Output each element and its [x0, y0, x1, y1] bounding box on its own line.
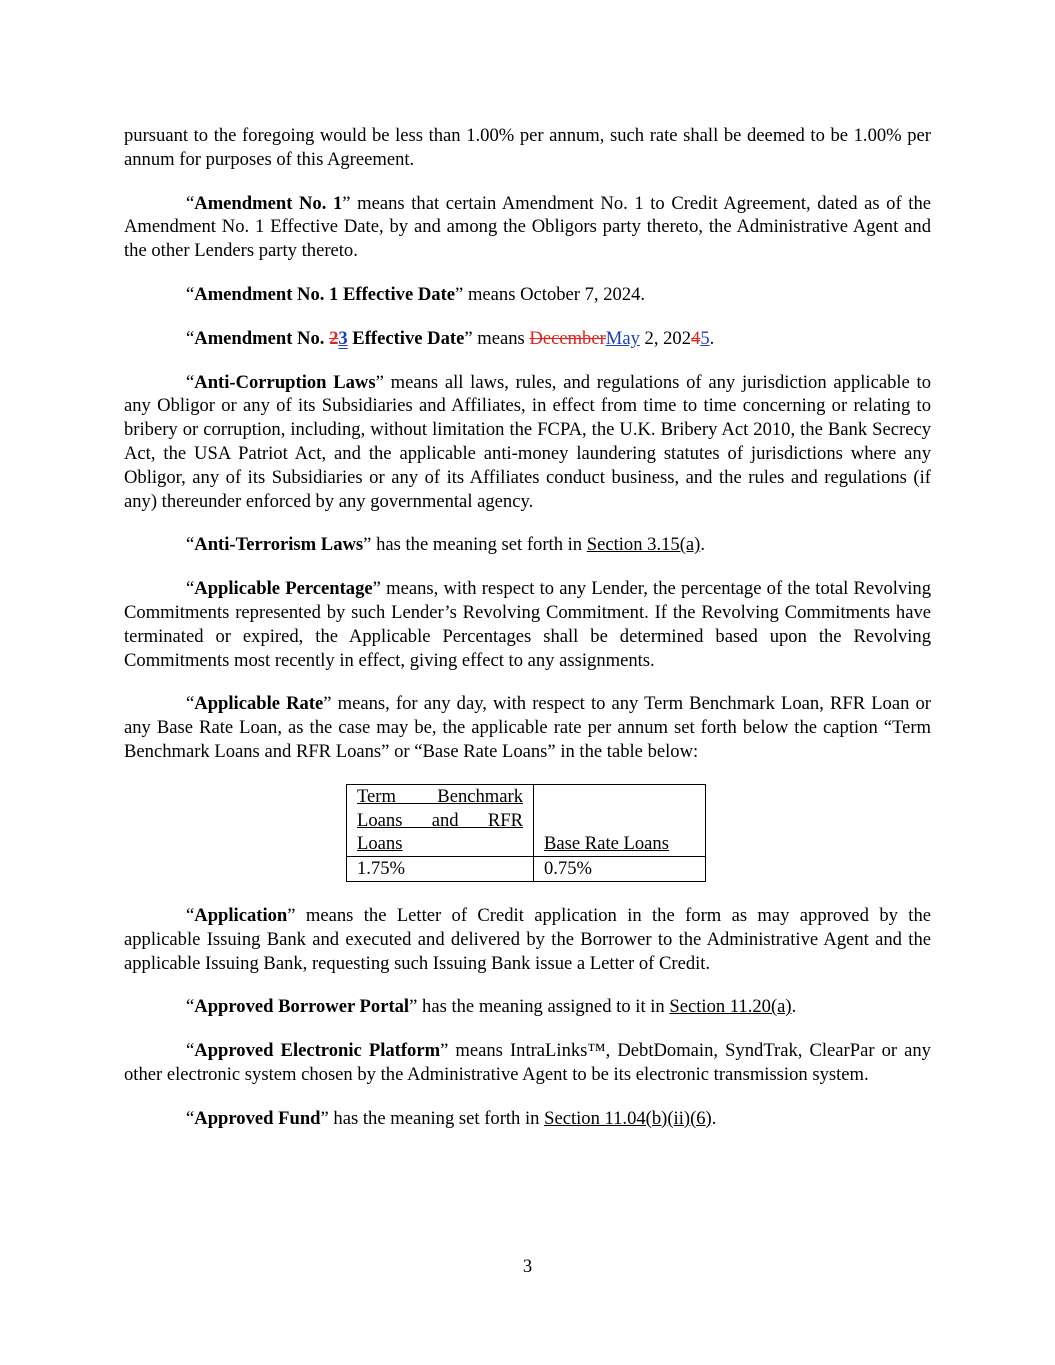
definition-approved-borrower-portal: [124, 995, 931, 1019]
section-reference-link[interactable]: Section 3.15(a): [586, 534, 701, 556]
definition-text: means, with respect to any Lender, the percentage of the total Revolving Commitments represented by such Lender’s Revolving Commitment. If the Revolving Commitments have terminated or expired, the Applicable Percentages shall be determined based upon the Revolving Commitments most recently in effect, giving effect to any assignments.: [124, 578, 932, 671]
close-quote: ”: [409, 996, 418, 1018]
cell-term-rfr-rate: 1.75%: [347, 857, 534, 882]
definition-amendment-no-3-effective-date: [124, 327, 931, 351]
definition-amendment-no-1-effective-date: [124, 283, 931, 307]
open-quote: “: [186, 283, 195, 305]
definition-text: means, for any day, with respect to any Term Benchmark Loan, RFR Loan or any Base Rate Loan, as the case may be, the applicable rate per annum set forth below the caption “Term Benchmark Loans and RFR Loans” or “Base Rate Loans” in the table below:: [124, 693, 931, 762]
term-part: Amendment No.: [194, 327, 330, 349]
definition-text: .: [711, 1107, 717, 1129]
defined-term: Anti-Terrorism Laws: [194, 534, 364, 556]
defined-term: Approved Electronic Platform: [194, 1040, 441, 1062]
defined-term: Applicable Percentage: [194, 578, 373, 600]
definition-text: means IntraLinks™, DebtDomain, SyndTrak, ClearPar or any other electronic system chosen by the Administrative Agent to be its electronic transmission system.: [124, 1040, 931, 1085]
open-quote: “: [186, 693, 195, 715]
header-line: Loans and RFR: [357, 809, 523, 831]
definition-text: means October 7, 2024.: [463, 283, 646, 305]
open-quote: “: [186, 578, 195, 600]
inserted-text: May: [605, 327, 640, 349]
paragraph-continuation: [124, 124, 931, 172]
definition-approved-fund: [124, 1107, 931, 1131]
cell-base-rate: 0.75%: [534, 857, 706, 882]
header-term-benchmark-rfr: [347, 784, 534, 856]
document-page: [124, 124, 931, 1151]
definition-text: has the meaning set forth in: [371, 534, 587, 556]
header-line: Loans: [357, 833, 403, 855]
applicable-rate-table: [346, 784, 706, 882]
close-quote: ”: [372, 578, 381, 600]
close-quote: ”: [363, 534, 372, 556]
definition-text: .: [709, 327, 715, 349]
header-base-rate: [534, 784, 706, 856]
definition-text: means that certain Amendment No. 1 to Credit Agreement, dated as of the Amendment No. 1 Effective Date, by and among the Obligors party thereto, the Administrative Agent and the other Lenders party thereto.: [124, 192, 931, 262]
open-quote: “: [186, 371, 195, 393]
deleted-text: 2: [329, 327, 339, 349]
definition-applicable-percentage: [124, 577, 931, 672]
open-quote: “: [186, 1040, 195, 1062]
open-quote: “: [186, 327, 195, 349]
close-quote: ”: [440, 1040, 449, 1062]
close-quote: ”: [287, 904, 296, 926]
inserted-text: 3: [338, 327, 348, 349]
deleted-text: December: [529, 327, 606, 349]
table-row: [347, 857, 706, 882]
definition-text: 2, 202: [639, 327, 692, 349]
defined-term: Applicable Rate: [194, 693, 324, 715]
defined-term: Approved Fund: [194, 1107, 321, 1129]
close-quote: ”: [375, 371, 384, 393]
section-reference-link[interactable]: Section 11.04(b)(ii)(6): [544, 1107, 712, 1129]
definition-application: [124, 904, 931, 975]
header-line: Term Benchmark: [357, 785, 523, 807]
definition-text: has the meaning assigned to it in: [417, 996, 670, 1018]
defined-term: [194, 328, 464, 349]
continuation-text: pursuant to the foregoing would be less than 1.00% per annum, such rate shall be deemed to be 1.00% per annum for purposes of this Agreement.: [124, 125, 931, 170]
open-quote: “: [186, 996, 195, 1018]
definition-text: means: [472, 327, 530, 349]
close-quote: ”: [320, 1107, 329, 1129]
defined-term: Amendment No. 1: [194, 192, 343, 214]
definition-approved-electronic-platform: [124, 1039, 931, 1087]
definition-applicable-rate: [124, 692, 931, 763]
page-number: 3: [522, 1256, 533, 1277]
defined-term: Amendment No. 1 Effective Date: [194, 283, 456, 305]
deleted-text: 4: [691, 327, 701, 349]
close-quote: ”: [455, 283, 464, 305]
definition-anti-terrorism-laws: [124, 533, 931, 557]
definition-text: has the meaning set forth in: [328, 1107, 545, 1129]
defined-term: Anti-Corruption Laws: [194, 371, 376, 393]
table-header-row: [347, 784, 706, 856]
close-quote: ”: [464, 327, 473, 349]
open-quote: “: [186, 904, 195, 926]
close-quote: ”: [323, 693, 332, 715]
open-quote: “: [186, 192, 195, 214]
definition-text: .: [791, 996, 797, 1018]
open-quote: “: [186, 534, 195, 556]
inserted-text: 5: [700, 327, 710, 349]
term-part: Effective Date: [347, 327, 465, 349]
header-label: Base Rate Loans: [544, 833, 669, 855]
open-quote: “: [186, 1107, 195, 1129]
defined-term: Approved Borrower Portal: [194, 996, 410, 1018]
definition-text: means all laws, rules, and regulations of any jurisdiction applicable to any Obligor or any of its Subsidiaries and Affiliates, in effect from time to time concerning or relating to bribery or corruption, including, without limitation the FCPA, the U.K. Bribery Act 2010, the Bank Secrecy Act, the USA Patriot Act, and the applicable anti-money laundering statutes of jurisdictions where any Obligor, any of its Subsidiaries or any of its Affiliates conduct business, and the rules and regulations (if any) thereunder enforced by any governmental agency.: [124, 371, 931, 512]
definition-amendment-no-1: [124, 192, 931, 263]
definition-text: means the Letter of Credit application in the form as may approved by the applicable Issuing Bank and executed and delivered by the Borrower to the Administrative Agent and the applicable Issuing Bank, requesting such Issuing Bank issue a Letter of Credit.: [124, 904, 931, 974]
close-quote: ”: [342, 192, 351, 214]
definition-anti-corruption-laws: [124, 371, 931, 514]
section-reference-link[interactable]: Section 11.20(a): [669, 996, 792, 1018]
defined-term: Application: [194, 904, 288, 926]
definition-text: .: [700, 534, 706, 556]
